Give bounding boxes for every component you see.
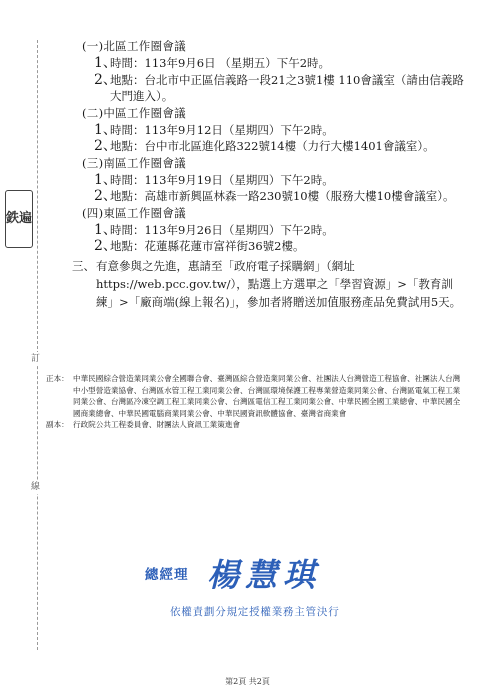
item-number: 2、 xyxy=(94,238,117,254)
signature-block xyxy=(145,550,385,600)
main-recipients-text: 中華民國綜合營造業同業公會全國聯合會、臺灣區綜合營造業同業公會、社團法人台灣營造工程協會、社團法人台灣中小型營造業協會、台灣區水管工程工業同業公會、台灣區環境保護工程專業營造業同業公會、台灣區電氣工程工業同業公會、台灣區冷凍空調工程工業同業公會、台灣區電信工程工業同業公會、中華民國全國工業總會、中華民國全國商業總會、中華民國電腦商業同業公會、中華民國資訊軟體協會、臺灣省商業會 xyxy=(73,374,461,418)
section-title: (四)東區工作圈會議 xyxy=(82,205,186,220)
main-recipients-label: 正本： xyxy=(46,374,69,383)
item-text: 時間：113年9月26日（星期四）下午2時。 xyxy=(110,222,334,237)
binding-mark-xian: 線 xyxy=(31,482,41,492)
section-title: (一)北區工作圈會議 xyxy=(82,39,186,53)
signature-name: 楊慧琪 xyxy=(207,556,322,594)
item-number: 三、 xyxy=(72,258,95,273)
list-item xyxy=(94,222,464,239)
copy-recipients-label: 副本： xyxy=(46,420,69,430)
list-item xyxy=(94,188,464,205)
item-number: 2、 xyxy=(94,71,117,88)
signature-title: 總經理 xyxy=(145,567,189,583)
item-text: 地點：台北市中正區信義路一段21之3號1樓 110會議室（請由信義路大門進入）。 xyxy=(110,72,464,103)
copy-recipients xyxy=(46,419,466,431)
item-text: 地點：台中市北區進化路322號14樓（力行大樓1401會議室）。 xyxy=(110,139,435,153)
section-title: (二)中區工作圈會議 xyxy=(82,105,186,120)
binding-mark-ding: 訂 xyxy=(31,354,41,364)
item-number: 1、 xyxy=(94,55,117,71)
list-item xyxy=(94,55,464,72)
list-item xyxy=(94,238,464,255)
copy-recipients-text: 行政院公共工程委員會、財團法人資訊工業策進會 xyxy=(73,420,241,430)
binding-stamp xyxy=(5,190,33,248)
binding-line xyxy=(37,40,38,650)
section-title: (三)南區工作圈會議 xyxy=(82,155,186,170)
item-text: 地點：高雄市新興區林森一路230號10樓（服務大樓10樓會議室）。 xyxy=(110,189,455,203)
signature-subtitle: 依權責劃分規定授權業務主管決行 xyxy=(170,606,340,618)
main-recipients xyxy=(46,373,466,419)
list-item xyxy=(94,72,464,105)
item-number: 2、 xyxy=(94,138,117,154)
item-text: 時間：113年9月6日 （星期五）下午2時。 xyxy=(110,56,331,70)
item-text: 地點：花蓮縣花蓮市富祥街36號2樓。 xyxy=(110,239,305,253)
item-text: 時間：113年9月19日（星期四）下午2時。 xyxy=(110,172,334,187)
item-number: 2、 xyxy=(94,188,117,204)
item-number: 1、 xyxy=(94,221,117,238)
participation-text: 有意參與之先進，惠請至「政府電子採購網」（網址https://web.pcc.gov.tw/），點選上方選單之「學習資源」>「教育訓練」>「廠商端(線上報名)」，參加者將贈送加值服務產品免費試用5天。 xyxy=(96,258,462,309)
list-item xyxy=(94,138,464,155)
page-number: 第2頁 共2頁 xyxy=(225,677,270,686)
document-body xyxy=(64,38,464,311)
stamp-text: 鉄遍 xyxy=(6,211,33,226)
item-number: 1、 xyxy=(94,121,117,138)
participation-note xyxy=(72,257,464,311)
list-item xyxy=(94,122,464,139)
list-item xyxy=(94,172,464,189)
item-number: 1、 xyxy=(94,171,117,188)
distribution-list xyxy=(46,373,466,431)
item-text: 時間：113年9月12日（星期四）下午2時。 xyxy=(110,122,334,137)
